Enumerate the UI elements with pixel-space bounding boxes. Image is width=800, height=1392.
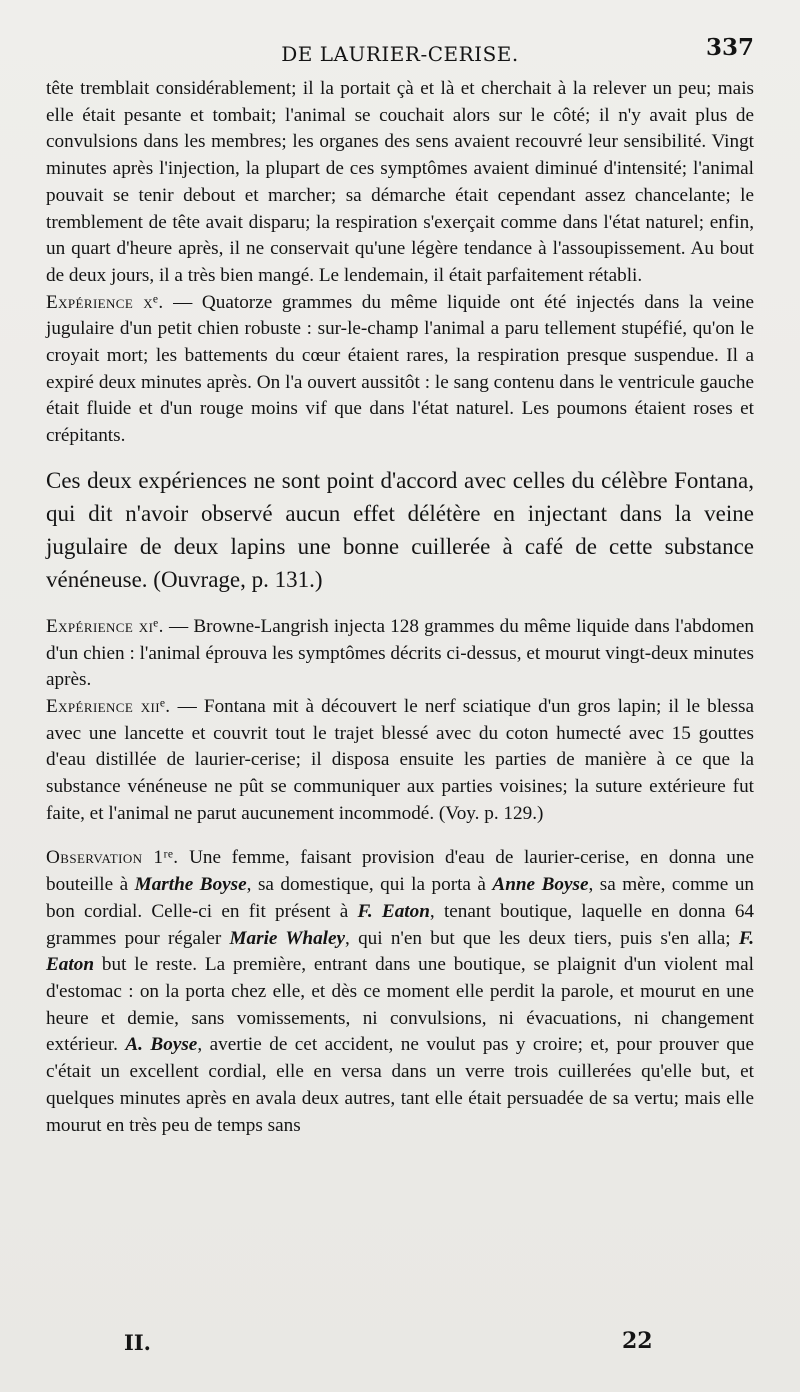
person-name: F. Eaton — [357, 900, 430, 922]
experience-label: Expérience xiᵉ. — [46, 615, 164, 637]
person-name: F. Eaton — [46, 927, 755, 976]
running-title: DE LAURIER-CERISE. — [281, 42, 519, 66]
paragraph-experience-12 — [46, 694, 754, 828]
person-name: A. Boyse — [125, 1034, 198, 1056]
person-name: Marthe Boyse — [134, 874, 247, 896]
signature-mark: II. — [124, 1330, 151, 1355]
person-name: Anne Boyse — [492, 874, 589, 896]
paragraph-text: — Fontana mit à découvert le nerf sciatique d'un gros lapin; il le blessa avec une lancette et couvrit tout le trajet blessé avec du coton humecté avec 15 gouttes d'eau distillée de laurier-cerise; il disposa ensuite les parties de manière à ce que la substance vénéneuse ne pût se communiquer aux parties voisines; la suture extérieure fut faite, et l'animal ne parut aucunement incommodé. (Voy. p. 129.) — [46, 695, 754, 824]
paragraph-experience-10 — [46, 290, 754, 450]
paragraph-text: Ces deux expériences ne sont point d'accord avec celles du célèbre Fontana, qui dit n'avoir observé aucun effet délétère en injectant dans la veine jugulaire de deux lapins une bonne cuillerée à café de cette substance vénéneuse. (Ouvrage, p. 131.) — [46, 467, 754, 592]
paragraph-continuation — [46, 76, 754, 290]
paragraph-observation-1 — [46, 845, 754, 1139]
paragraph-text: , qui n'en but que les deux tiers, puis s'en alla; — [345, 927, 739, 949]
page-number: 337 — [705, 34, 754, 61]
paragraph-text: , tenant boutique, laquelle en donna 64 grammes pour régaler — [46, 900, 755, 949]
paragraph-text: — Quatorze grammes du même liquide ont été injectés dans la veine jugulaire d'un petit chien robuste : sur-le-champ l'animal a paru tellement stupéfié, qu'on le croyait mort; les battements du cœur étaient rares, la respiration presque suspendue. Il a expiré deux minutes après. On l'a ouvert aussitôt : le sang contenu dans le ventricule gauche était fluide et d'un rouge moins vif que dans l'état naturel. Les poumons étaient roses et crépitants. — [46, 291, 754, 447]
sheet-number: 22 — [622, 1328, 653, 1354]
paragraph-text: , avertie de cet accident, ne voulut pas y croire; et, pour prouver que c'était un excellent cordial, elle en versa dans un verre trois cuillerées qu'elle but, et quelques minutes après en avala deux autres, tant elle était persuadée de sa vertu; mais elle mourut en très peu de temps sans — [46, 1034, 754, 1136]
experience-label: Expérience xiiᵉ. — [46, 695, 171, 717]
experience-label: Expérience xᵉ. — [46, 291, 164, 313]
paragraph-text: Une femme, faisant provision d'eau de laurier-cerise, en donna une bouteille à — [46, 847, 755, 896]
page-header — [46, 28, 754, 76]
observation-label: Observation 1ʳᵉ. — [46, 847, 179, 869]
paragraph-text: tête tremblait considérablement; il la portait çà et là et cherchait à la relever un peu; mais elle était pesante et tombait; l'animal se couchait alors sur le côté; il n'y avait plus de convulsions dans les membres; les organes des sens avaient recouvré leur sensibilité. Vingt minutes après l'injection, la plupart de ces symptômes avaient diminué d'intensité; l'animal pouvait se tenir debout et marcher; sa démarche était cependant assez chancelante; le tremblement de tête avait disparu; la respiration s'exerçait comme dans l'état naturel; enfin, un quart d'heure après, il ne conservait qu'une légère tendance à l'assoupissement. Au bout de deux jours, il a très bien mangé. Le lendemain, il était parfaitement rétabli. — [46, 78, 754, 286]
paragraph-text: , sa mère, comme un bon cordial. Celle-ci en fit présent à — [46, 874, 755, 922]
paragraph-commentary — [46, 464, 754, 596]
paragraph-text: — Browne-Langrish injecta 128 grammes du même liquide dans l'abdomen d'un chien : l'animal éprouva les symptômes décrits ci-dessus, et mourut vingt-deux minutes après. — [46, 615, 754, 691]
paragraph-experience-11 — [46, 614, 754, 694]
paragraph-text: but le reste. La première, entrant dans une boutique, se plaignit d'un violent mal d'estomac : on la porta chez elle, et dès ce moment elle perdit la parole, et mourut en une heure et demie, sans vomissements, ni convulsions, ni évacuations, ni changement extérieur. — [46, 954, 754, 1056]
page-footer — [72, 1328, 653, 1360]
person-name: Marie Whaley — [229, 927, 346, 949]
paragraph-text: , sa domestique, qui la porta à — [246, 874, 493, 896]
